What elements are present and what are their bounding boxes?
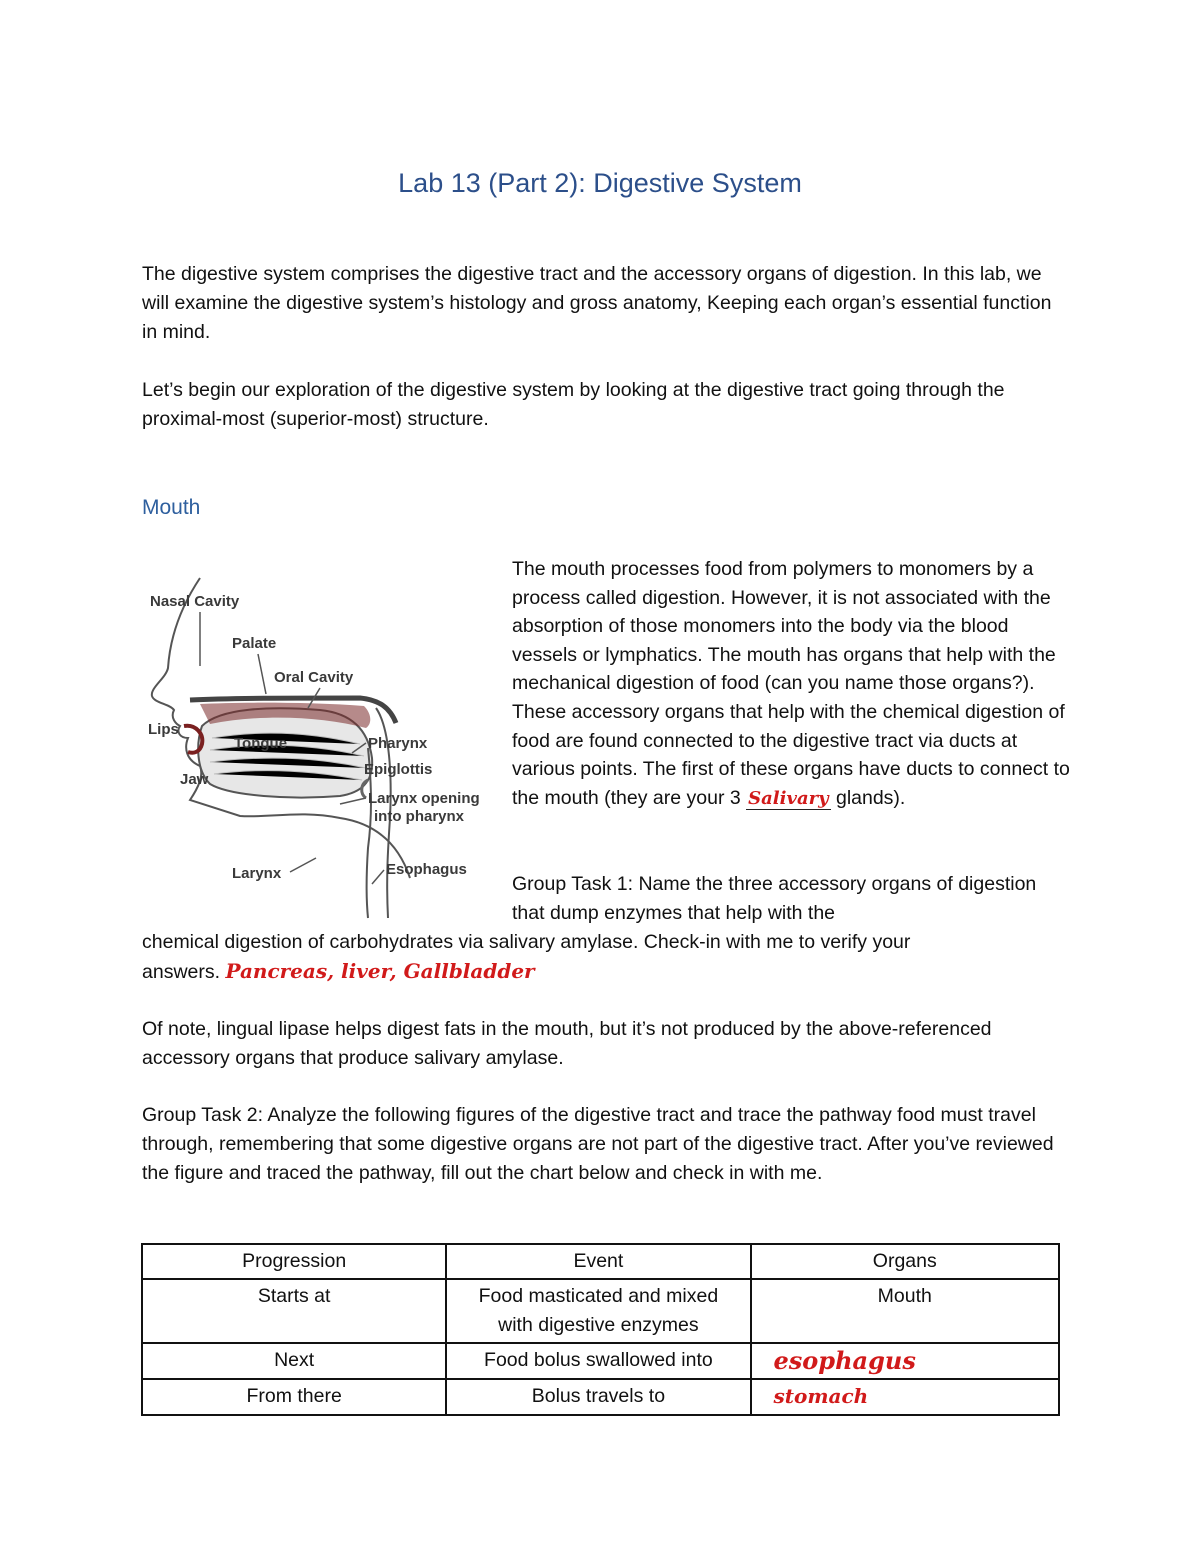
table-row [142, 1279, 1059, 1343]
handwritten-esophagus: esophagus [773, 1346, 916, 1375]
label-tongue: Tongue [234, 735, 288, 752]
group-task-2-label: Group Task 2: [142, 1104, 264, 1126]
digestive-pathway-table [141, 1243, 1060, 1416]
mouth-paragraph-text: The mouth processes food from polymers to monomers by a process called digestion. However, it is not associated with the absorption of those monomers into the body via the blood vessels or lymphatics. The mouth has organs that help with the mechanical digestion of food (can you name those organs?). These accessory organs that help with the chemical digestion of food are found connected to the digestive tract via ducts at various points. The first of these organs have ducts to connect to the mouth (they are your 3 [512, 558, 1070, 809]
label-pharynx: Pharynx [368, 735, 428, 752]
group-task-1-continued [142, 928, 1062, 987]
header-event: Event [446, 1244, 750, 1279]
label-lips: Lips [148, 721, 179, 738]
table-header-row [142, 1244, 1059, 1279]
section-heading-mouth: Mouth [142, 496, 201, 519]
cell-organ-handwritten [751, 1343, 1059, 1379]
cell-progression: Starts at [142, 1279, 446, 1343]
larynx-opening-arrow [340, 798, 366, 804]
mouth-paragraph-end: glands). [835, 786, 906, 809]
group-task-1 [512, 870, 1072, 927]
palate-arrow [258, 654, 266, 694]
label-esophagus: Esophagus [386, 861, 467, 878]
group-task-1-label: Group Task 1: [512, 873, 634, 895]
mouth-paragraph [512, 555, 1072, 812]
mouth-anatomy-figure [140, 548, 500, 928]
label-larynx: Larynx [232, 865, 282, 882]
label-jaw: Jaw [180, 771, 209, 788]
salivary-blank [746, 788, 830, 810]
page-title: Lab 13 (Part 2): Digestive System [398, 168, 802, 198]
note-paragraph: Of note, lingual lipase helps digest fats in the mouth, but it’s not produced by the above-referenced accessory organs that produce salivary amylase. [142, 1018, 992, 1069]
group-task-1-answers-label: answers. [142, 961, 221, 983]
cell-event-line1: Food masticated and mixed [478, 1285, 719, 1307]
header-organs: Organs [751, 1244, 1059, 1279]
label-nasal-cavity: Nasal Cavity [150, 593, 240, 610]
group-task-1-text: Name the three accessory organs of digestion that dump enzymes that help with the [512, 873, 1037, 924]
cell-organ-handwritten [751, 1379, 1059, 1415]
cell-event [446, 1279, 750, 1343]
cell-organ: Mouth [751, 1279, 1059, 1343]
handwritten-salivary: Salivary [748, 787, 829, 809]
label-oral-cavity: Oral Cavity [274, 669, 354, 686]
larynx-arrow [290, 858, 316, 872]
label-larynx-opening-1: Larynx opening [368, 790, 480, 807]
cell-event: Food bolus swallowed into [446, 1343, 750, 1379]
group-task-2-text: Analyze the following figures of the digestive tract and trace the pathway food must travel through, remembering that some digestive organs are not part of the digestive tract. After you’ve reviewed the figure and traced the pathway, fill out the chart below and check in with me. [142, 1104, 1054, 1184]
intro-paragraph-2: Let’s begin our exploration of the digestive system by looking at the digestive tract going through the proximal-most (superior-most) structure. [142, 379, 1005, 430]
intro-paragraph: The digestive system comprises the digestive tract and the accessory organs of digestion. In this lab, we will examine the digestive system’s histology and gross anatomy, Keeping each organ’s essential function in mind. [142, 263, 1052, 343]
header-progression: Progression [142, 1244, 446, 1279]
cell-progression: Next [142, 1343, 446, 1379]
group-task-1-continued-text: chemical digestion of carbohydrates via salivary amylase. Check-in with me to verify your [142, 931, 911, 953]
table-row [142, 1379, 1059, 1415]
label-palate: Palate [232, 635, 277, 652]
handwritten-stomach: stomach [773, 1384, 869, 1408]
cell-event: Bolus travels to [446, 1379, 750, 1415]
label-larynx-opening-2: into pharynx [374, 808, 465, 825]
cell-event-line2: with digestive enzymes [498, 1314, 699, 1336]
handwritten-organs-answer: Pancreas, liver, Gallbladder [225, 959, 535, 983]
label-epiglottis: Epiglottis [364, 761, 433, 778]
cell-progression: From there [142, 1379, 446, 1415]
table-row [142, 1343, 1059, 1379]
esophagus-arrow [372, 870, 384, 884]
group-task-2 [142, 1101, 1062, 1188]
